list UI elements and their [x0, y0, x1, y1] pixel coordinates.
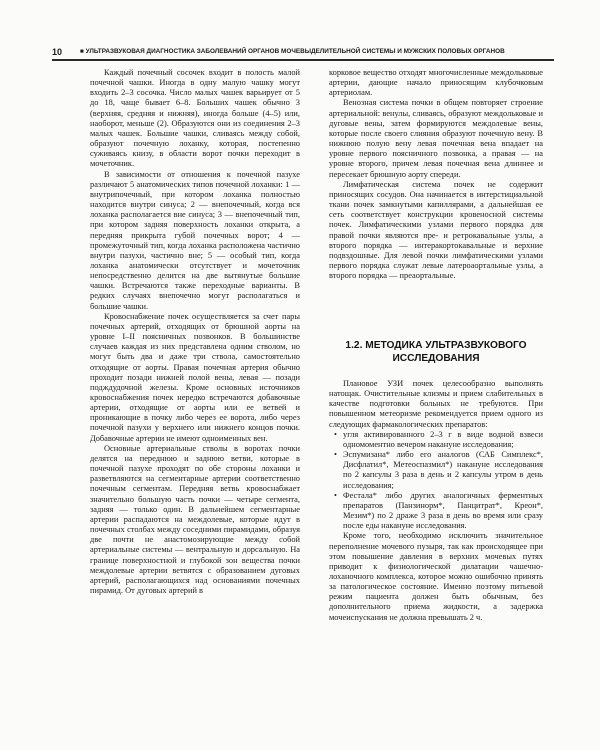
page-number: 10	[52, 47, 63, 57]
paragraph-venous-system: Венозная система почки в общем повторяет строение артериальной: венулы, сливаясь, образуют междольковые и дуговые вены, затем формируются междолевые вены, которые после своего слияния образуют почечную вену. В нижнюю полую вену левая почечная вена впадает на уровне первого поясничного позвонка, а правая — на уровне второго, причем левая почечная вена длиннее и пересекает брюшную аорту спереди.	[329, 98, 543, 179]
list-item: • угля активированного 2–3 г в виде водной взвеси одномоментно вечером накануне исследования;	[343, 430, 543, 450]
left-column	[90, 68, 300, 596]
paragraph-calyces: Каждый почечный сосочек входит в полость малой почечной чашки. Иногда в одну малую чашку могут входить 2–3 сосочка. Число малых чашек варьирует от 5 до 18, чаще бывает 6–8. Больших чашек обычно 3 (верхняя, средняя и нижняя), иногда больше (4–5) или, наоборот, меньше (2). Образуются они из соединения 2–3 малых чашек. Большие чашки, сливаясь между собой, образуют почечную лоханку, которая, постепенно суживаясь книзу, в области ворот почки переходит в мочеточник.	[90, 68, 300, 169]
paragraph-bladder: Кроме того, необходимо исключить значительное переполнение мочевого пузыря, так как происходящее при этом повышение давления в верхних мочевых путях приводит к физиологической дилатации чашечно-лоханочного комплекса, которое можно ошибочно принять за патологическое состояние. Именно поэтому питьевой режим пациента должен быть обычным, без дополнительного приема жидкости, а задержка мочеиспускания не должна превышать 2 ч.	[329, 531, 543, 622]
drug-list	[329, 430, 543, 532]
right-column-lower	[329, 379, 543, 623]
list-item: • Фестала* либо других аналогичных ферментных препаратов (Панзинорм*, Панцитрат*, Креон*, Мезим*) по 2 драже 3 раза в день во время или сразу после еды накануне исследования.	[343, 491, 543, 532]
running-title: ■ УЛЬТРАЗВУКОВАЯ ДИАГНОСТИКА ЗАБОЛЕВАНИЙ ОРГАНОВ МОЧЕВЫДЕЛИТЕЛЬНОЙ СИСТЕМЫ И МУЖСКИХ ПОЛОВЫХ ОРГАНОВ	[80, 48, 505, 55]
paragraph-preparation: Плановое УЗИ почек целесообразно выполнять натощак. Очистительные клизмы и прием слабительных в качестве подготовки больных не требуются. При повышенном метеоризме рекомендуется прием одного из следующих фармакологических препаратов:	[329, 379, 543, 429]
paragraph-continuation: корковое вещество отходят многочисленные междольковые артерии, дающие начало приносящим клубочковым артериолам.	[329, 68, 543, 98]
paragraph-lymphatic-system: Лимфатическая система почек не содержит приносящих сосудов. Она начинается в интерстициальной ткани почек замкнутыми капиллярами, а дальнейшая ее сеть соответствует конструкции кровеносной системы почек. Лимфатическими узлами первого порядка для правой почки являются пре- и ретрокавальные узлы, а второго порядка — интеракортокавальные и верхние подвздошные. Для левой почки лимфатическими узлами первого порядка служат левые латероаортальные узлы, а второго порядка — преаортальные.	[329, 179, 543, 281]
section-heading: 1.2. МЕТОДИКА УЛЬТРАЗВУКОВОГО ИССЛЕДОВАНИЯ	[345, 340, 527, 364]
paragraph-blood-supply: Кровоснабжение почек осуществляется за счет пары почечных артерий, отходящих от брюшной аорты на уровне I–II поясничных позвонков. В большинстве случаев каждая из них представлена одним стволом, но могут быть два и даже три ствола, самостоятельно отходящие от аорты. Правая почечная артерия обычно проходит позади нижней полой вены, левая — позади подждудочной железы. Кроме основных источников кровоснабжения почек нередко встречаются добавочные артерии, отходящие от аорты или ее ветвей и проникающие в почку либо через ее ворота, либо через почечной пазухи у верхнего или нижнего концов почки. Добавочные артерии не имеют одноименных вен.	[90, 311, 300, 443]
list-item: • Эспумизана* либо его аналогов (САБ Симплекс*, Дисфлатил*, Метеоспазмил*) накануне исследования по 2 капсулы 3 раза в день и 2 капсулы утром в день исследования;	[343, 450, 543, 491]
paragraph-arterial-branches: Основные артериальные стволы в воротах почки делятся на переднюю и заднюю ветви, которые в почечной пазухе проходят по обе стороны лоханки и разветвляются на сегментарные артерии соответственно почечным сегментам. Передняя ветвь кровоснабжает значительно большую часть почки — четыре сегмента, задняя — только один. В дальнейшем сегментарные артерии распадаются на междолевые, которые идут в почечных столбах между соседними пирамидами, образуя две почти не анастомозирующие между собой артериальные системы — вентральную и дорсальную. На границе поверхностной и глубокой зон вещества почки междолевые артерии ветвятся с образованием дуговых артерий, располагающихся над основаниями почечных пирамид. От дуговых артерий в	[90, 443, 300, 595]
right-column-upper	[329, 68, 543, 281]
running-header	[52, 47, 554, 61]
paragraph-pelvis-types: В зависимости от отношения к почечной пазухе различают 5 анатомических типов почечной лоханки: 1 — внутрипочечный, при котором лоханка полностью находится внутри синуса; 2 — внепочечный, когда вся лоханка располагается вне синуса; 3 — внепочечный тип, при котором задняя поверхность лоханки открыта, а передняя прикрыта губой почечных ворот; 4 — промежуточный тип, когда лоханка расположена частично внутри пазухи, частично вне; 5 — особый тип, когда лоханка анатомически отсутствует и мочеточник непосредственно делится на две вытянутые большие чашки. Встречаются также переходные варианты. В редких случаях внепочечно могут располагаться и большие чашки.	[90, 169, 300, 311]
